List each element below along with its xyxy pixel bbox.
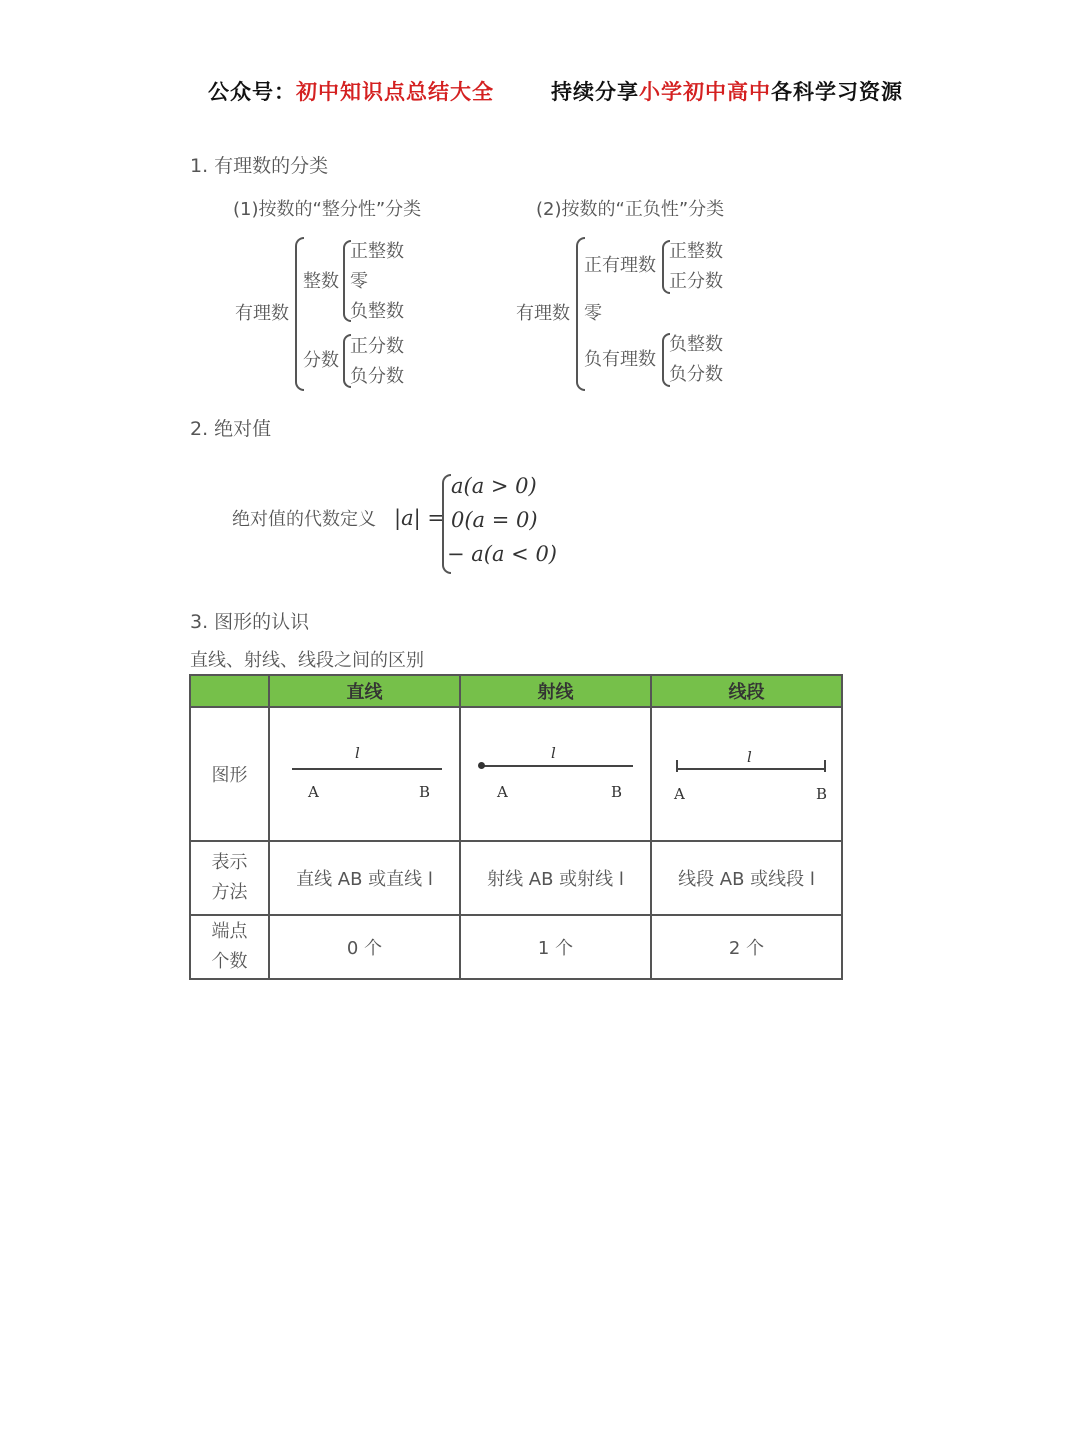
- tree1-int: 整数: [303, 271, 339, 292]
- tree2-neg: 负有理数: [584, 349, 656, 370]
- ray-line: [481, 765, 633, 767]
- endpoints-cell: 1 个: [460, 915, 651, 979]
- row-label-line: 端点: [211, 921, 248, 942]
- tree2-pos-item: 正分数: [669, 271, 723, 292]
- header-left: [208, 76, 494, 106]
- tree2-zero: 零: [584, 303, 602, 324]
- point-a-label: A: [308, 783, 319, 801]
- segment-tick-a: [676, 760, 678, 772]
- figure-cell-line: [269, 707, 460, 841]
- tree1-int-item: 负整数: [350, 301, 404, 322]
- table-header-cell: 射线: [460, 675, 651, 707]
- point-a-label: A: [674, 785, 685, 803]
- abs-value-lhs: |a| =: [394, 506, 445, 530]
- tree1-frac-item: 负分数: [350, 366, 404, 387]
- segment-line: [676, 768, 826, 770]
- section2-title: 2. 绝对值: [190, 418, 272, 440]
- tree1-int-item: 零: [350, 271, 368, 292]
- section1-sub2: (2)按数的“正负性”分类: [536, 199, 725, 220]
- row-label-line: 表示: [211, 852, 248, 873]
- tree2-neg-item: 负整数: [669, 334, 723, 355]
- table-row: [190, 915, 842, 979]
- tree1-root: 有理数: [235, 303, 289, 324]
- point-b-label: B: [419, 783, 431, 801]
- notation-cell: 射线 AB 或射线 l: [460, 841, 651, 915]
- segment-tick-b: [824, 760, 826, 772]
- header-right-prefix: 持续分享: [551, 79, 639, 104]
- header-right-suffix: 各科学习资源: [771, 79, 903, 104]
- line-name-label: l: [551, 744, 556, 762]
- section3-caption: 直线、射线、线段之间的区别: [190, 650, 424, 671]
- figure-cell-segment: [651, 707, 842, 841]
- header-right: [551, 76, 903, 106]
- notation-cell: 直线 AB 或直线 l: [269, 841, 460, 915]
- tree2-root: 有理数: [516, 303, 570, 324]
- tree2-neg-item: 负分数: [669, 364, 723, 385]
- table-header-cell: [190, 675, 269, 707]
- figure-cell-ray: [460, 707, 651, 841]
- notation-cell: 线段 AB 或线段 l: [651, 841, 842, 915]
- tree1-int-item: 正整数: [350, 241, 404, 262]
- abs-value-case: − a(a < 0): [447, 542, 558, 566]
- section1-sub1: (1)按数的“整分性”分类: [233, 199, 422, 220]
- endpoints-cell: 0 个: [269, 915, 460, 979]
- header-right-highlight: 小学初中高中: [639, 79, 771, 104]
- table-header-row: [190, 675, 842, 707]
- row-label-figure: 图形: [190, 707, 269, 841]
- point-b-label: B: [611, 783, 623, 801]
- row-label-line: 个数: [211, 951, 248, 972]
- tree1-frac-item: 正分数: [350, 336, 404, 357]
- ray-endpoint-dot: [478, 762, 485, 769]
- comparison-table: [189, 674, 843, 980]
- abs-value-label: 绝对值的代数定义: [232, 509, 376, 530]
- table-header-cell: 线段: [651, 675, 842, 707]
- tree2-pos: 正有理数: [584, 255, 656, 276]
- abs-value-case: a(a > 0): [451, 474, 537, 498]
- section3-title: 3. 图形的认识: [190, 611, 310, 633]
- header-left-highlight: 初中知识点总结大全: [296, 79, 494, 104]
- point-a-label: A: [497, 783, 508, 801]
- tree1-frac: 分数: [303, 350, 339, 371]
- row-label-notation: [190, 841, 269, 915]
- abs-value-case: 0(a = 0): [451, 508, 538, 532]
- table-row: [190, 841, 842, 915]
- line-name-label: l: [355, 744, 360, 762]
- header-left-prefix: 公众号：: [208, 79, 296, 104]
- tree2-pos-item: 正整数: [669, 241, 723, 262]
- straight-line: [292, 768, 442, 770]
- point-b-label: B: [816, 785, 828, 803]
- table-row: [190, 707, 842, 841]
- line-name-label: l: [747, 748, 752, 766]
- section1-title: 1. 有理数的分类: [190, 155, 329, 177]
- row-label-endpoints: [190, 915, 269, 979]
- table-header-cell: 直线: [269, 675, 460, 707]
- row-label-line: 方法: [211, 882, 248, 903]
- endpoints-cell: 2 个: [651, 915, 842, 979]
